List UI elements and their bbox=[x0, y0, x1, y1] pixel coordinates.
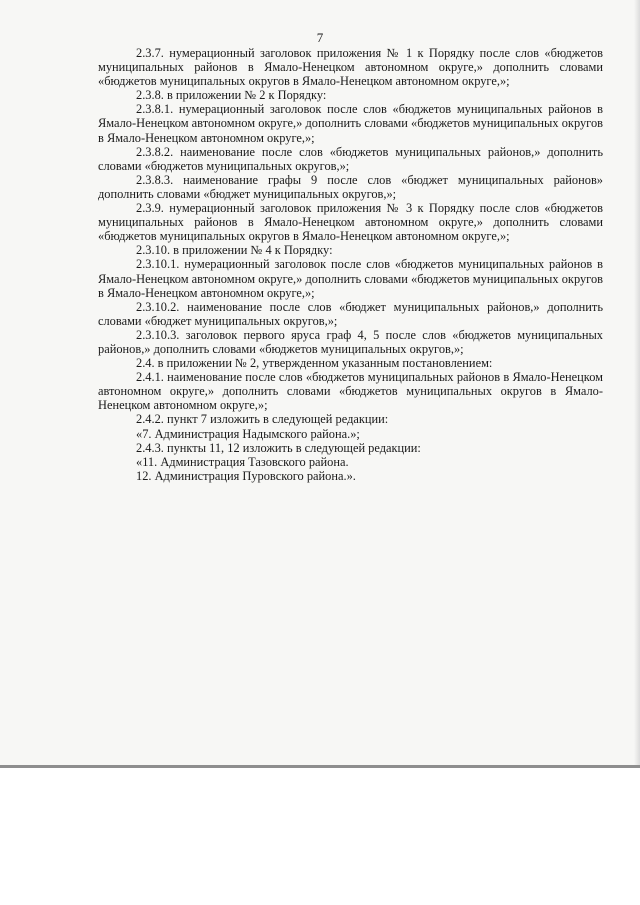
paragraph-item-7: «7. Администрация Надымского района.»; bbox=[136, 426, 360, 441]
paragraph-2-3-10-2: 2.3.10.2. наименование после слов «бюджет муниципальных районов,» дополнить словами «бюджет муниципальных округов,»; bbox=[98, 299, 603, 328]
paragraph-2-3-8: 2.3.8. в приложении № 2 к Порядку: bbox=[136, 88, 327, 103]
paragraph-item-11: «11. Администрация Тазовского района. bbox=[136, 454, 349, 469]
paragraph-2-4-1: 2.4.1. наименование после слов «бюджетов муниципальных районов в Ямало-Ненецком автономном округе,» дополнить словами «бюджетов муниципальных округов в Ямало-Ненецком автономном округе,»; bbox=[98, 370, 603, 413]
paragraph-2-3-10-3: 2.3.10.3. заголовок первого яруса граф 4, 5 после слов «бюджетов муниципальных районов,» дополнить словами «бюджетов муниципальных округов,»; bbox=[98, 327, 603, 356]
paragraph-2-3-10-1: 2.3.10.1. нумерационный заголовок после слов «бюджетов муниципальных районов в Ямало-Ненецком автономном округе,» дополнить словами «бюджетов муниципальных округов в Ямало-Ненецком автономном округе,»; bbox=[98, 257, 603, 300]
blank-area bbox=[0, 768, 640, 905]
paragraph-2-3-8-1: 2.3.8.1. нумерационный заголовок после слов «бюджетов муниципальных районов в Ямало-Ненецком автономном округе,» дополнить словами «бюджетов муниципальных округов в Ямало-Ненецком автономном округе,»; bbox=[98, 102, 603, 145]
paragraph-2-3-9: 2.3.9. нумерационный заголовок приложения № 3 к Порядку после слов «бюджетов муниципальных районов в Ямало-Ненецком автономном округе,» дополнить словами «бюджетов муниципальных округов в Ямало-Ненецком автономном округе,»; bbox=[98, 201, 603, 244]
paragraph-2-4: 2.4. в приложении № 2, утвержденном указанным постановлением: bbox=[136, 356, 493, 371]
paragraph-2-3-7: 2.3.7. нумерационный заголовок приложения № 1 к Порядку после слов «бюджетов муниципальных районов в Ямало-Ненецком автономном округе,» дополнить словами «бюджетов муниципальных округов в Ямало-Ненецком автономном округе,»; bbox=[98, 46, 603, 89]
page-number: 7 bbox=[316, 30, 324, 45]
paragraph-2-3-8-2: 2.3.8.2. наименование после слов «бюджетов муниципальных районов,» дополнить словами «бюджетов муниципальных округов,»; bbox=[98, 144, 603, 173]
scan-edge-shadow bbox=[634, 0, 640, 765]
paragraph-2-3-8-3: 2.3.8.3. наименование графы 9 после слов «бюджет муниципальных районов» дополнить словами «бюджет муниципальных округов,»; bbox=[98, 172, 603, 201]
paragraph-2-4-2: 2.4.2. пункт 7 изложить в следующей редакции: bbox=[136, 412, 389, 427]
paragraph-item-12: 12. Администрация Пуровского района.». bbox=[136, 468, 356, 483]
paragraph-2-3-10: 2.3.10. в приложении № 4 к Порядку: bbox=[136, 243, 333, 258]
paragraph-2-4-3: 2.4.3. пункты 11, 12 изложить в следующей редакции: bbox=[136, 440, 421, 455]
document-body bbox=[98, 46, 603, 483]
